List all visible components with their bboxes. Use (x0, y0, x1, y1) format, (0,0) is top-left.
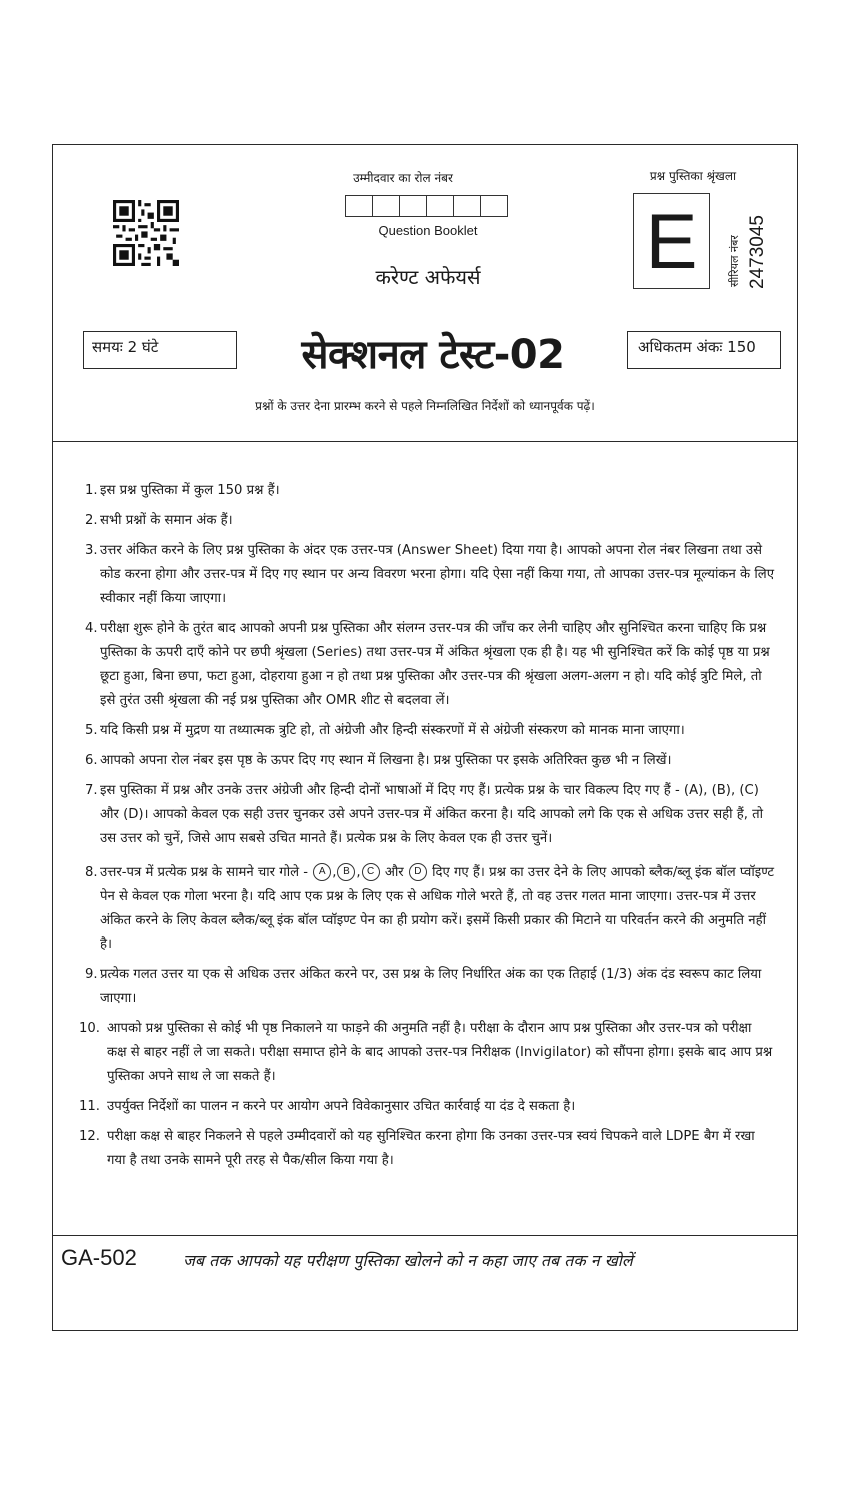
serial-value: 2473045 (747, 215, 768, 289)
header-divider (53, 441, 797, 442)
booklet-code: GA-502 (61, 1245, 137, 1270)
option-d-circle: D (409, 863, 427, 881)
qr-code-icon (113, 195, 179, 271)
instruction-item: 9. प्रत्येक गलत उत्तर या एक से अधिक उत्तर अंकित करने पर, उस प्रश्न के लिए निर्धारित अंक का एक तिहाई (1/3) अंक दंड स्वरूप काट लिया जाएगा। (85, 967, 762, 1006)
subject-title: करेण्ट अफेयर्स (375, 265, 481, 289)
option-b-circle: B (337, 863, 355, 881)
series-label: प्रश्न पुस्तिका श्रृंखला (649, 169, 737, 183)
option-a-circle: A (313, 863, 331, 881)
instruction-item: 8. उत्तर-पत्र में प्रत्येक प्रश्न के सामने चार गोले - A , B , C और D दिए गए हैं। प्रश्न का उत्तर देने के लिए आपको ब्लैक/ब्लू इंक बॉल प्वॉइण्ट पेन से केवल एक गोला भरना है। यदि आप एक प्रश्न के लिए एक से अधिक गोले भरते हैं, तो वह उत्तर गलत माना जाएगा। उत्तर-पत्र में उत्तर अंकित करने के लिए केवल ब्लैक/ब्लू इंक बॉल प्वॉइण्ट पेन का ही प्रयोग करें। इसमें किसी प्रकार की मिटाने या परिवर्तन करने की अनुमति नहीं है। (85, 865, 775, 952)
question-booklet-label: Question Booklet (378, 223, 478, 238)
series-letter-box: E (633, 193, 710, 289)
footer-divider (53, 1235, 797, 1236)
booklet-cover-frame (52, 144, 798, 1331)
option-c-circle: C (362, 863, 380, 881)
roll-number-label: उम्मीदवार का रोल नंबर (353, 171, 453, 185)
instruction-item: 5. यदि किसी प्रश्न में मुद्रण या तथ्यात्मक त्रुटि हो, तो अंग्रेजी और हिन्दी संस्करणों में से अंग्रेजी संस्करण को मानक माना जाएगा। (85, 723, 685, 738)
roll-number-boxes[interactable] (345, 195, 508, 217)
time-box: समयः 2 घंटे (83, 331, 237, 369)
serial-number (723, 189, 773, 289)
instruction-item: 11. उपर्युक्त निर्देशों का पालन न करने पर आयोग अपने विवेकानुसार उचित कार्रवाई या दंड दे सकता है। (79, 1099, 576, 1114)
instruction-item: 7. इस पुस्तिका में प्रश्न और उनके उत्तर अंग्रेजी और हिन्दी दोनों भाषाओं में दिए गए हैं। प्रत्येक प्रश्न के चार विकल्प दिए गए हैं - (A), (B), (C) और (D)। आपको केवल एक सही उत्तर चुनकर उसे अपने उत्तर-पत्र में अंकित करना है। यदि आपको लगे कि एक से अधिक उत्तर सही हैं, तो उस उत्तर को चुनें, जिसे आप सबसे उचित मानते हैं। प्रत्येक प्रश्न के लिए केवल एक ही उत्तर चुनें। (85, 783, 764, 846)
instruction-item: 1. इस प्रश्न पुस्तिका में कुल 150 प्रश्न हैं। (85, 483, 280, 498)
instruction-item: 4. परीक्षा शुरू होने के तुरंत बाद आपको अपनी प्रश्न पुस्तिका और संलग्न उत्तर-पत्र की जाँच कर लेनी चाहिए और सुनिश्चित करना चाहिए कि प्रश्न पुस्तिका के ऊपरी दाएँ कोने पर छपी श्रृंखला (Series) तथा उत्तर-पत्र में अंकित श्रृंखला एक ही है। यह भी सुनिश्चित करें कि कोई पृष्ठ या प्रश्न छूटा हुआ, बिना छपा, फटा हुआ, दोहराया हुआ न हो तथा प्रश्न पुस्तिका और उत्तर-पत्र की श्रृंखला अलग-अलग न हो। यदि कोई त्रुटि मिले, तो इसे तुरंत उसी श्रृंखला की नई प्रश्न पुस्तिका और OMR शीट से बदलवा लें। (85, 621, 770, 708)
instruction-item: 6. आपको अपना रोल नंबर इस पृष्ठ के ऊपर दिए गए स्थान में लिखना है। प्रश्न पुस्तिका पर इसके अतिरिक्त कुछ भी न लिखें। (85, 753, 672, 768)
instructions-list (79, 479, 775, 1179)
max-marks-box: अधिकतम अंकः 150 (627, 331, 781, 369)
test-title: सेक्शनल टेस्ट-02 (301, 332, 565, 378)
serial-label: सीरियल नंबर (728, 235, 741, 287)
instruction-item: 3. उत्तर अंकित करने के लिए प्रश्न पुस्तिका के अंदर एक उत्तर-पत्र (Answer Sheet) दिया गया है। आपको अपना रोल नंबर लिखना तथा उसे कोड करना होगा और उत्तर-पत्र में दिए गए स्थान पर अन्य विवरण भरना होगा। यदि ऐसा नहीं किया गया, तो आपका उत्तर-पत्र मूल्यांकन के लिए स्वीकार नहीं किया जाएगा। (85, 543, 774, 606)
instruction-item: 10. आपको प्रश्न पुस्तिका से कोई भी पृष्ठ निकालने या फाड़ने की अनुमति नहीं है। परीक्षा के दौरान आप प्रश्न पुस्तिका और उत्तर-पत्र को परीक्षा कक्ष से बाहर नहीं ले जा सकते। परीक्षा समाप्त होने के बाद आपको उत्तर-पत्र निरीक्षक (Invigilator) को सौंपना होगा। इसके बाद आप प्रश्न पुस्तिका अपने साथ ले जा सकते हैं। (79, 1021, 773, 1084)
instruction-item: 2. सभी प्रश्नों के समान अंक हैं। (85, 513, 233, 528)
instruction-item: 12. परीक्षा कक्ष से बाहर निकलने से पहले उम्मीदवारों को यह सुनिश्चित करना होगा कि उनका उत्तर-पत्र स्वयं चिपकने वाले LDPE बैग में रखा गया है तथा उनके सामने पूरी तरह से पैक/सील किया गया है। (79, 1129, 755, 1168)
pre-instruction: प्रश्नों के उत्तर देना प्रारम्भ करने से पहले निम्नलिखित निर्देशों को ध्यानपूर्वक पढ़ें। (255, 399, 595, 413)
do-not-open-warning: जब तक आपको यह परीक्षण पुस्तिका खोलने को न कहा जाए तब तक न खोलें (183, 1251, 633, 1270)
